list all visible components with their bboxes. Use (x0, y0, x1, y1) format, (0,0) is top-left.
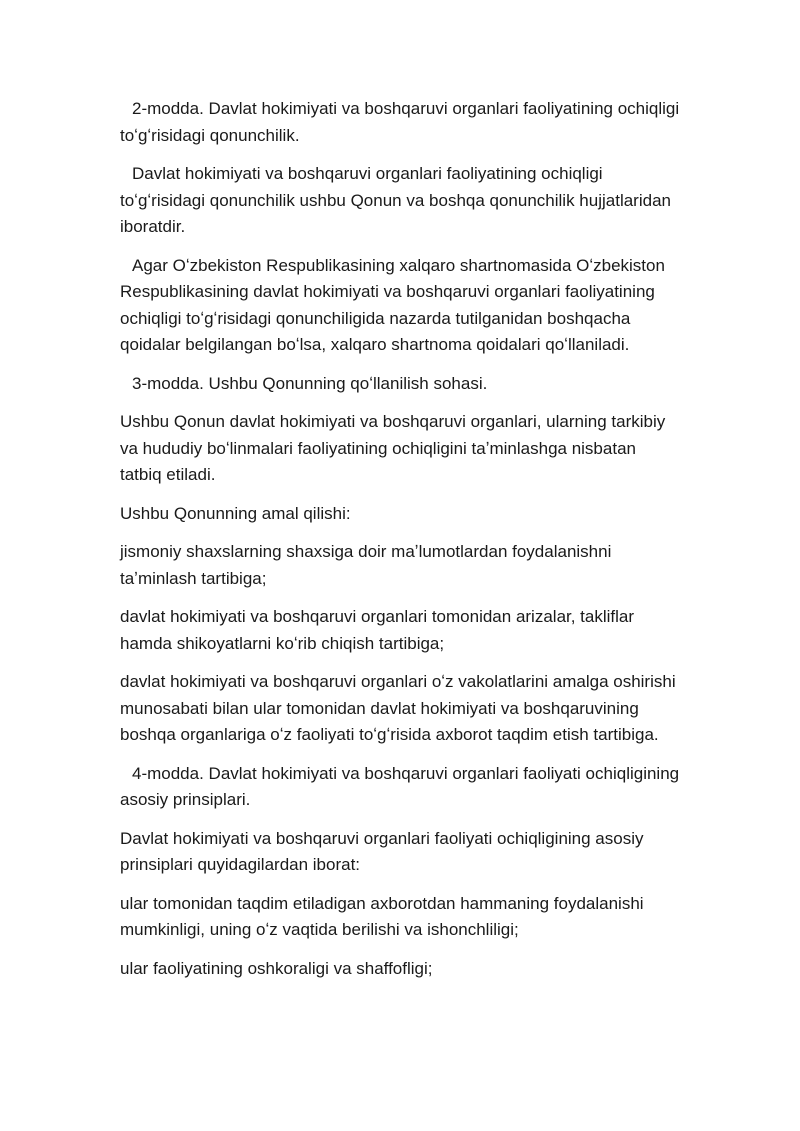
paragraph: Davlat hokimiyati va boshqaruvi organlari faoliyatining ochiqligi toʻgʻrisidagi qonunchilik ushbu Qonun va boshqa qonunchilik hujjatlaridan iboratdir. (120, 164, 671, 236)
list-item: ular faoliyatining oshkoraligi va shaffofligi; (120, 958, 433, 978)
list-item: ular tomonidan taqdim etiladigan axborotdan hammaning foydalanishi mumkinligi, uning oʻz vaqtida berilishi va ishonchliligi; (120, 893, 644, 939)
article-4-heading: 4-modda. Davlat hokimiyati va boshqaruvi organlari faoliyati ochiqligining asosiy prinsiplari. (120, 763, 680, 809)
paragraph: Davlat hokimiyati va boshqaruvi organlari faoliyati ochiqligining asosiy prinsiplari quyidagilardan iborat: (120, 828, 644, 874)
paragraph: Agar Oʻzbekiston Respublikasining xalqaro shartnomasida Oʻzbekiston Respublikasining davlat hokimiyati va boshqaruvi organlari faoliyatining ochiqligi toʻgʻrisidagi qonunchiligida nazarda tutilganidan boshqacha qoidalar belgilangan boʻlsa, xalqaro shartnoma qoidalari qoʻllaniladi. (120, 255, 665, 354)
paragraph: Ushbu Qonunning amal qilishi: (120, 503, 351, 523)
list-item: jismoniy shaxslarning shaxsiga doir maʼlumotlardan foydalanishni taʼminlash tartibiga; (120, 542, 612, 588)
paragraph: Ushbu Qonun davlat hokimiyati va boshqaruvi organlari, ularning tarkibiy va hududiy boʻlinmalari faoliyatining ochiqligini taʼminlashga nisbatan tatbiq etiladi. (120, 412, 666, 484)
article-2-heading: 2-modda. Davlat hokimiyati va boshqaruvi organlari faoliyatining ochiqligi toʻgʻrisidagi qonunchilik. (120, 99, 680, 145)
list-item: davlat hokimiyati va boshqaruvi organlari tomonidan arizalar, takliflar hamda shikoyatlarni koʻrib chiqish tartibiga; (120, 607, 635, 653)
article-3-heading: 3-modda. Ushbu Qonunning qoʻllanilish sohasi. (132, 373, 488, 393)
list-item: davlat hokimiyati va boshqaruvi organlari oʻz vakolatlarini amalga oshirishi munosabati bilan ular tomonidan davlat hokimiyati va boshqaruvining boshqa organlariga oʻz faoliyati toʻgʻrisida axborot taqdim etish tartibiga. (120, 672, 676, 744)
